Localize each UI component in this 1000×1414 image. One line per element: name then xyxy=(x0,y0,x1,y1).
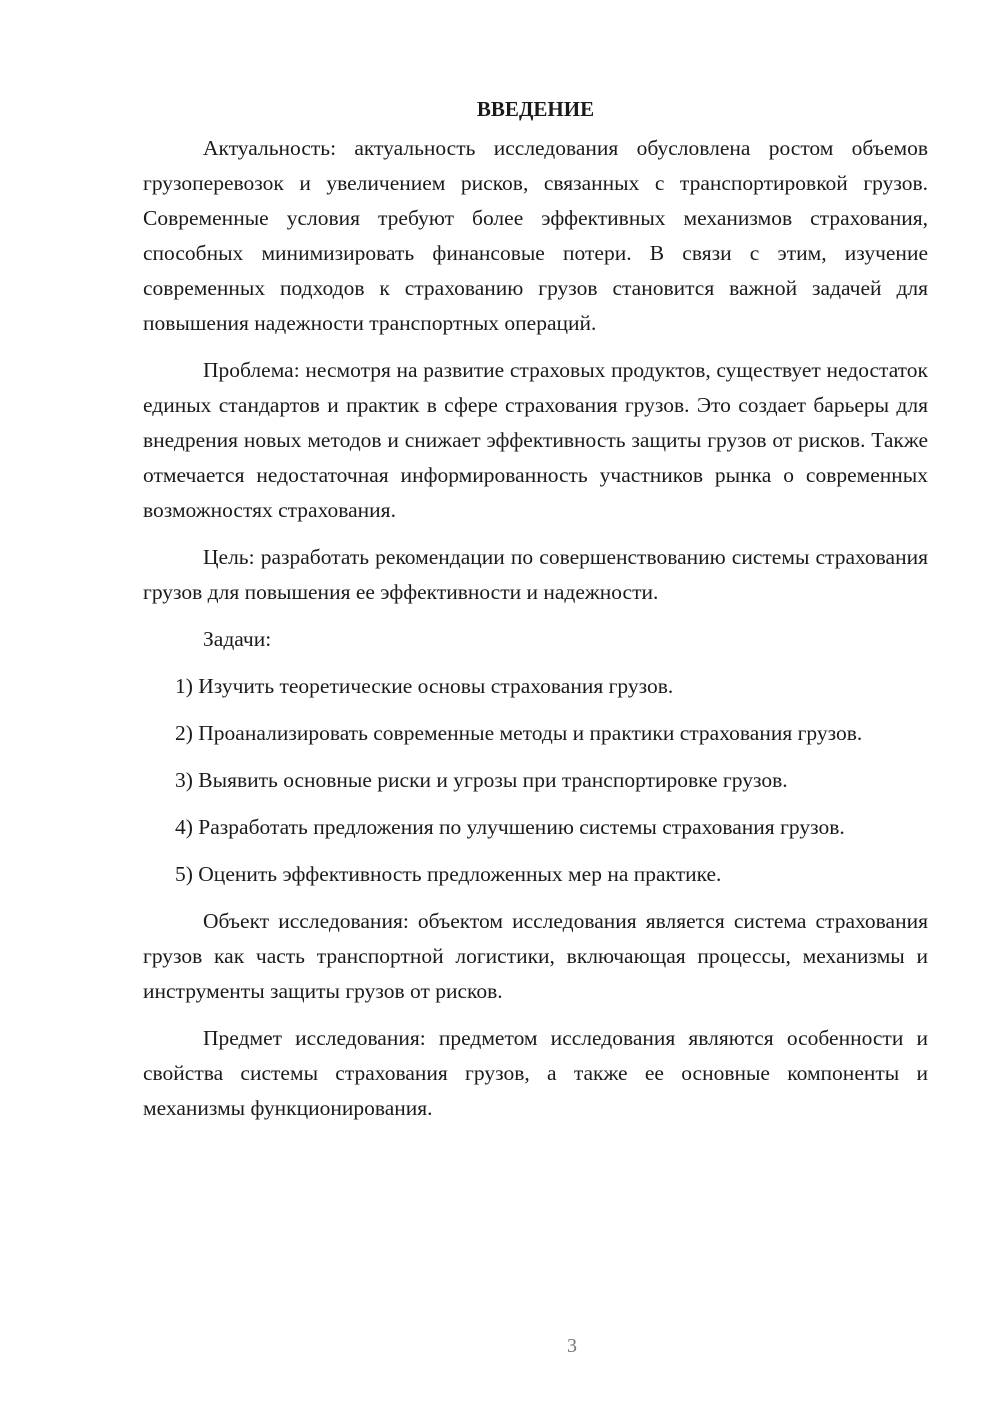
task-item-1: 1) Изучить теоретические основы страхования грузов. xyxy=(175,674,674,698)
page-number: 3 xyxy=(567,1335,577,1357)
task-item-3: 3) Выявить основные риски и угрозы при транспортировке грузов. xyxy=(175,768,788,792)
task-item-4: 4) Разработать предложения по улучшению системы страхования грузов. xyxy=(175,815,845,839)
page-body xyxy=(143,92,928,1138)
relevance-paragraph: Актуальность: актуальность исследования обусловлена ростом объемов грузоперевозок и увеличением рисков, связанных с транспортировкой грузов. Современные условия требуют более эффективных механизмов страхования, способных минимизировать финансовые потери. В связи с этим, изучение современных подходов к страхованию грузов становится важной задачей для повышения надежности транспортных операций. xyxy=(143,136,928,335)
subject-paragraph: Предмет исследования: предметом исследования являются особенности и свойства системы страхования грузов, а также ее основные компоненты и механизмы функционирования. xyxy=(143,1026,928,1120)
task-item-2: 2) Проанализировать современные методы и практики страхования грузов. xyxy=(175,721,863,745)
section-title: ВВЕДЕНИЕ xyxy=(476,97,595,121)
task-item-5: 5) Оценить эффективность предложенных мер на практике. xyxy=(175,862,722,886)
goal-paragraph: Цель: разработать рекомендации по совершенствованию системы страхования грузов для повышения ее эффективности и надежности. xyxy=(143,545,928,604)
tasks-heading: Задачи: xyxy=(203,627,272,651)
object-paragraph: Объект исследования: объектом исследования является система страхования грузов как часть транспортной логистики, включающая процессы, механизмы и инструменты защиты грузов от рисков. xyxy=(143,909,928,1003)
problem-paragraph: Проблема: несмотря на развитие страховых продуктов, существует недостаток единых стандартов и практик в сфере страхования грузов. Это создает барьеры для внедрения новых методов и снижает эффективность защиты грузов от рисков. Также отмечается недостаточная информированность участников рынка о современных возможностях страхования. xyxy=(143,358,928,522)
